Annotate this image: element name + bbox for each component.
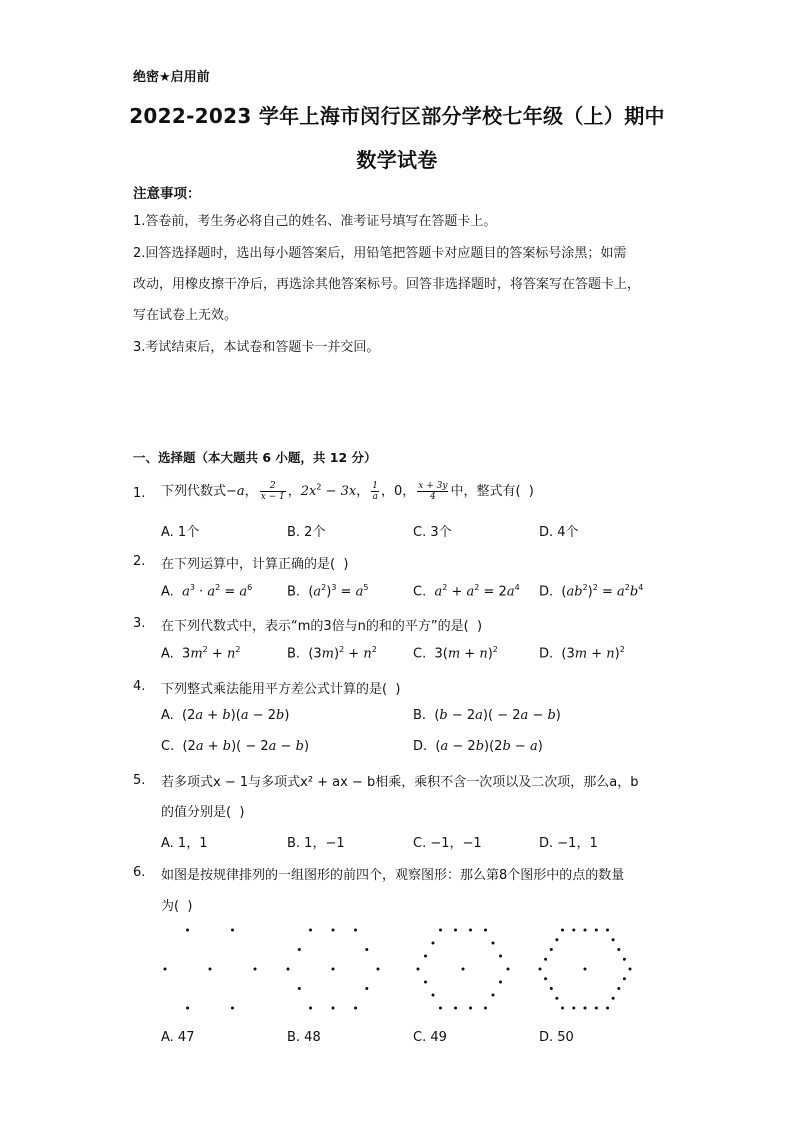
- figure-2-dot: [365, 948, 368, 951]
- figure-2-dot: [354, 1007, 357, 1010]
- question-1-text: 下列代数式−a， $\frac{2}{x - 1}$ ，$2x^2 - 3x$， $\frac{1}{a}$ ，0， $\frac{x + 3y}{4}$ 中，整式有( ): [161, 481, 534, 502]
- option-d: D. 4个: [539, 525, 579, 540]
- question-5-line1: 若多项式x − 1与多项式x² + ax − b相乘，乘积不含一次项以及二次项，那么a，b: [161, 775, 639, 790]
- figure-3-dot: [499, 955, 502, 958]
- option-a: A. (2a + b)(a − 2b): [161, 708, 290, 723]
- question-1-suffix: 中，整式有( ): [450, 484, 534, 499]
- figure-2-dot: [354, 929, 357, 932]
- figure-2-dot: [298, 948, 301, 951]
- figure-3-dot: [424, 955, 427, 958]
- figure-2-dot: [309, 929, 312, 932]
- figure-1-dot: [186, 1007, 189, 1010]
- option-c: C. $a^2 + a^2 = 2a^4$: [413, 583, 520, 600]
- figure-4-dot: [612, 938, 615, 941]
- option-b: B. 48: [287, 1030, 321, 1045]
- figure-4-dot: [572, 929, 575, 932]
- figure-3-dot: [454, 1007, 457, 1010]
- figure-4-dot: [539, 968, 542, 971]
- dot-pattern-figure: [150, 920, 640, 1020]
- figure-3-dot: [469, 1007, 472, 1010]
- question-2-text: 在下列运算中，计算正确的是( ): [161, 557, 349, 572]
- figure-4-dot: [623, 958, 626, 961]
- question-1-prefix: 下列代数式: [161, 484, 227, 499]
- figure-3-dot: [432, 942, 435, 945]
- figure-4-dot: [555, 997, 558, 1000]
- figure-4-dot: [550, 948, 553, 951]
- figure-4-dot: [584, 929, 587, 932]
- figure-3-dot: [469, 929, 472, 932]
- figure-3-dot: [439, 1007, 442, 1010]
- option-c: C. 49: [413, 1030, 447, 1045]
- figure-4-dot: [584, 968, 587, 971]
- option-a: A. 1个: [161, 525, 200, 540]
- figure-4-dot: [595, 929, 598, 932]
- figure-4-dot: [572, 1007, 575, 1010]
- figure-4-dot: [606, 1007, 609, 1010]
- question-4-text: 下列整式乘法能用平方差公式计算的是( ): [161, 682, 401, 697]
- figure-4-dot: [617, 948, 620, 951]
- option-d: D. $(3m + n)^2$: [539, 645, 625, 662]
- exam-title: 2022-2023 学年上海市闵行区部分学校七年级（上）期中: [129, 104, 665, 128]
- note-2-line3: 写在试卷上无效。: [133, 308, 238, 323]
- option-a: A. 47: [161, 1030, 195, 1045]
- figure-2-dot: [332, 929, 335, 932]
- option-d: D. 50: [539, 1030, 574, 1045]
- figure-1-dot: [209, 968, 212, 971]
- note-1: 1.答卷前，考生务必将自己的姓名、准考证号填写在答题卡上。: [133, 214, 497, 229]
- figure-3-dot: [499, 981, 502, 984]
- figure-4-dot: [595, 1007, 598, 1010]
- option-c: C. (2a + b)( − 2a − b): [161, 739, 310, 754]
- figure-3-dot: [424, 981, 427, 984]
- figure-1-dot: [164, 968, 167, 971]
- section-heading: 一、选择题（本大题共 6 小题，共 12 分）: [133, 450, 377, 465]
- figure-2-dot: [309, 1007, 312, 1010]
- option-c: C. 3个: [413, 525, 452, 540]
- option-c: C. $3(m + n)^2$: [413, 645, 498, 662]
- question-number: 4.: [133, 679, 146, 694]
- note-2-line1: 2.回答选择题时，选出每小题答案后，用铅笔把答题卡对应题目的答案标号涂黑；如需: [133, 246, 627, 261]
- figure-2-dot: [365, 987, 368, 990]
- figure-3-dot: [492, 942, 495, 945]
- confidential-label: 绝密★启用前: [133, 70, 210, 85]
- question-number: 6.: [133, 865, 146, 880]
- question-6-line2: 为( ): [161, 899, 193, 914]
- question-5-line2: 的值分别是( ): [161, 805, 245, 820]
- option-c: C. −1，−1: [413, 836, 482, 851]
- question-number: 1.: [133, 486, 146, 501]
- figure-4-dot: [550, 987, 553, 990]
- figure-4-dot: [561, 1007, 564, 1010]
- option-b: B. (b − 2a)( − 2a − b): [413, 708, 561, 723]
- question-number: 5.: [133, 773, 146, 788]
- figure-4-dot: [544, 958, 547, 961]
- option-a: A. $3m^2 + n^2$: [161, 645, 241, 662]
- figure-3-dot: [439, 929, 442, 932]
- figure-3-dot: [417, 968, 420, 971]
- figure-4-dot: [606, 929, 609, 932]
- figure-3-dot: [462, 968, 465, 971]
- figure-4-dot: [623, 977, 626, 980]
- option-b: B. $(a^2)^3 = a^5$: [287, 583, 369, 600]
- option-b: B. 2个: [287, 525, 326, 540]
- option-d: D. (a − 2b)(2b − a): [413, 739, 543, 754]
- figure-3-dot: [492, 994, 495, 997]
- figure-3-dot: [484, 1007, 487, 1010]
- figure-2-dot: [287, 968, 290, 971]
- figure-2-dot: [298, 987, 301, 990]
- figure-4-dot: [544, 977, 547, 980]
- figure-2-dot: [332, 1007, 335, 1010]
- question-number: 2.: [133, 554, 146, 569]
- question-3-text: 在下列代数式中，表示“m的3倍与n的和的平方”的是( ): [161, 619, 483, 634]
- exam-subtitle: 数学试卷: [356, 148, 438, 172]
- figure-4-dot: [617, 987, 620, 990]
- figure-3-dot: [484, 929, 487, 932]
- option-d: D. −1，1: [539, 836, 598, 851]
- note-2-line2: 改动，用橡皮擦干净后，再选涂其他答案标号。回答非选择题时，将答案写在答题卡上，: [133, 277, 641, 292]
- figure-4-dot: [584, 1007, 587, 1010]
- option-d: D. $(ab^2)^2 = a^2b^4$: [539, 583, 644, 600]
- figure-2-dot: [377, 968, 380, 971]
- option-a: A. $a^3 \cdot a^2 = a^6$: [161, 583, 253, 600]
- figure-1-dot: [254, 968, 257, 971]
- figure-3-dot: [432, 994, 435, 997]
- figure-2-dot: [332, 968, 335, 971]
- figure-4-dot: [629, 968, 632, 971]
- figure-3-dot: [507, 968, 510, 971]
- option-b: B. $(3m)^2 + n^2$: [287, 645, 377, 662]
- figure-4-dot: [612, 997, 615, 1000]
- option-b: B. 1，−1: [287, 836, 345, 851]
- figure-1-dot: [231, 929, 234, 932]
- figure-4-dot: [555, 938, 558, 941]
- figure-1-dot: [231, 1007, 234, 1010]
- figure-1-dot: [186, 929, 189, 932]
- figure-4-dot: [561, 929, 564, 932]
- figure-3-dot: [454, 929, 457, 932]
- notes-heading: 注意事项：: [133, 186, 201, 202]
- question-6-line1: 如图是按规律排列的一组图形的前四个，观察图形：那么第8个图形中的点的数量: [161, 868, 625, 883]
- note-3: 3.考试结束后，本试卷和答题卡一并交回。: [133, 340, 380, 355]
- question-number: 3.: [133, 616, 146, 631]
- option-a: A. 1，1: [161, 836, 208, 851]
